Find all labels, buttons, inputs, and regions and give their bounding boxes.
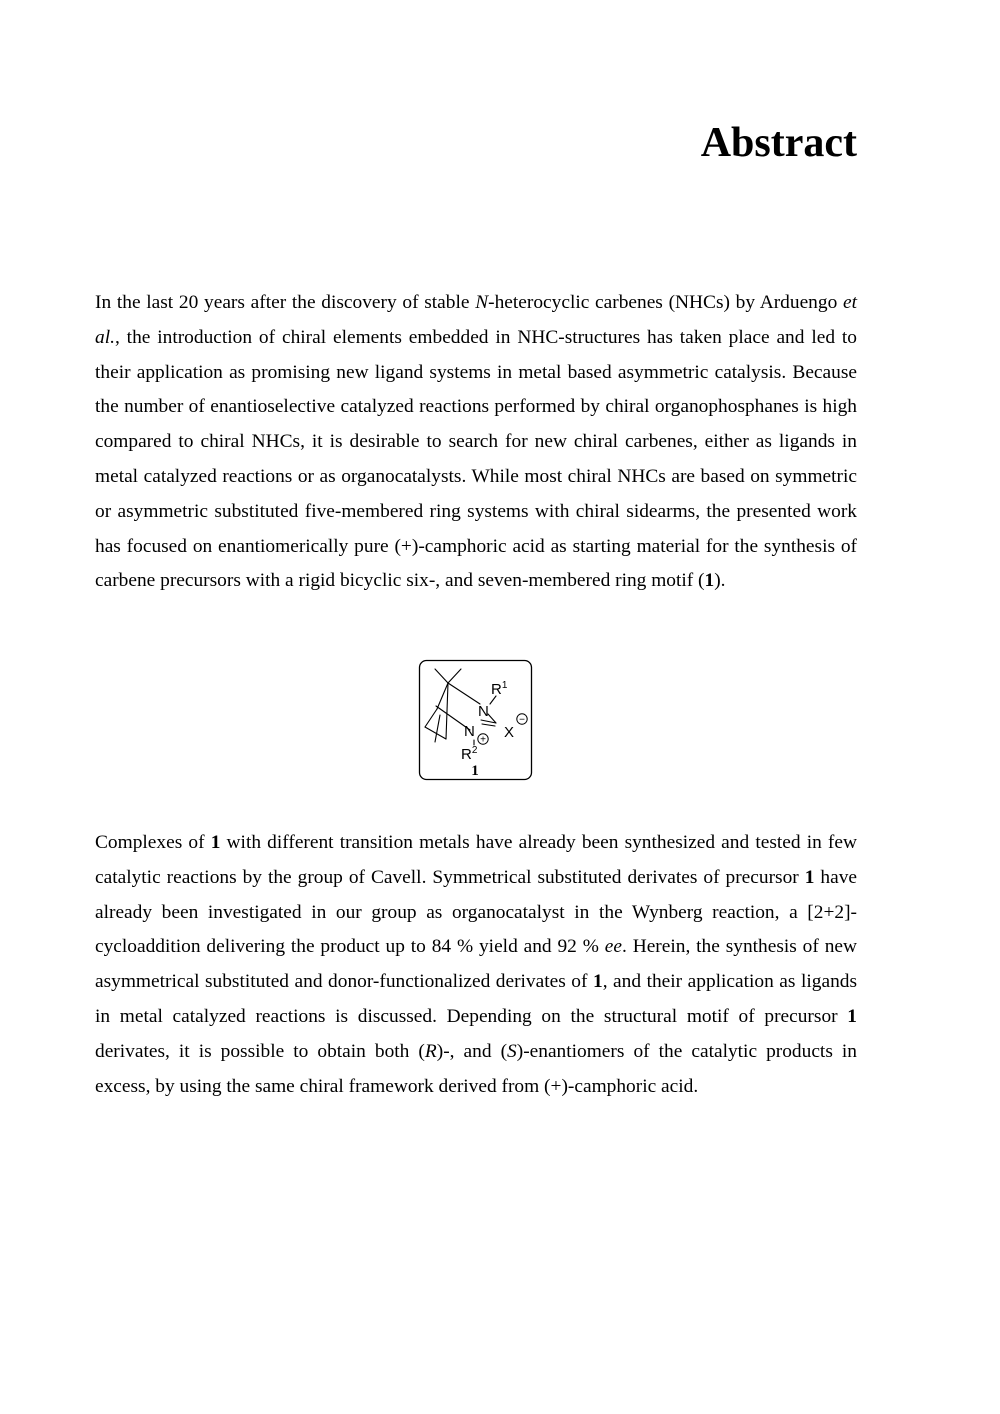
paragraph1-run: -heterocyclic carbenes (NHCs) by Arduengo	[488, 292, 843, 313]
paragraph2-run: )-enantiomers of the catalytic products in excess, by using the same chiral framework derived from (+)-camphoric acid.	[95, 1040, 862, 1097]
paragraph2-run: S	[507, 1040, 517, 1062]
page-title: Abstract	[700, 120, 857, 166]
r2-label: $R^2$	[461, 745, 478, 763]
r1-label: $R^1$	[491, 680, 508, 698]
negative-charge-icon	[517, 714, 527, 726]
paragraph2-run: , and their application as ligands in metal catalyzed reactions is discussed. Depending on the structural motif of precursor	[95, 971, 862, 1027]
paragraph2-run: 1	[847, 1005, 857, 1027]
positive-charge-icon	[478, 734, 488, 746]
paragraph2-run: ee	[604, 936, 622, 958]
paragraph2-run: with different transition metals have already been synthesized and tested in few catalytic reactions by the group of Cavell. Symmetrical substituted derivates of precursor	[95, 832, 862, 888]
compound-number: 1	[471, 763, 479, 779]
nitrogen-2-label: N	[464, 723, 475, 740]
svg-text:−: −	[519, 714, 525, 726]
paragraph2-run: . Herein, the synthesis of new asymmetrical substituted and donor-functionalized derivates of	[95, 936, 862, 993]
paragraph1-run: In the last 20 years after the discovery of stable	[95, 292, 476, 313]
paragraph2-run: Complexes of	[95, 832, 211, 853]
paragraph2-run: R	[424, 1040, 437, 1062]
paragraph2-run: 1	[592, 971, 603, 993]
paragraph1-run: 1	[704, 570, 715, 592]
paragraph2-run: have already been investigated in our group as organocatalyst in the Wynberg reaction, a [2+2]-cycloaddition delivering the product up to 84 % yield and 92 %	[95, 866, 862, 958]
paragraph2-run: 1	[210, 832, 221, 853]
paragraph2-run: )-, and (	[436, 1040, 508, 1062]
counterion-label: X	[504, 724, 515, 741]
abstract-paragraph-2	[95, 826, 862, 1104]
paragraph1-run: , the introduction of chiral elements embedded in NHC-structures has taken place and led to their application as promising new ligand systems in metal based asymmetric catalysis. Because the number of enantioselective catalyzed reactions performed by chiral organophosphanes is high compared to chiral NHCs, it is desirable to search for new chiral carbenes, either as ligands in metal catalyzed reactions or as organocatalysts. While most chiral NHCs are based on symmetric or asymmetric substituted five-membered ring systems with chiral sidearms, the presented work has focused on enantiomerically pure (+)-camphoric acid as starting material for the synthesis of carbene precursors with a rigid bicyclic six-, and seven-membered ring motif (	[95, 326, 862, 592]
paragraph2-run: derivates, it is possible to obtain both (	[95, 1005, 862, 1062]
structure-frame	[420, 661, 532, 780]
chemical-structure-figure	[418, 659, 533, 781]
paragraph2-run: 1	[804, 866, 815, 888]
paragraph1-run: ).	[714, 570, 726, 592]
abstract-paragraph-1	[95, 286, 862, 599]
structure-drawing	[418, 659, 533, 781]
nitrogen-1-label: N	[478, 703, 489, 720]
svg-text:+: +	[480, 734, 486, 746]
paragraph1-run: et al.	[95, 292, 857, 348]
paragraph1-run: N	[475, 292, 489, 313]
